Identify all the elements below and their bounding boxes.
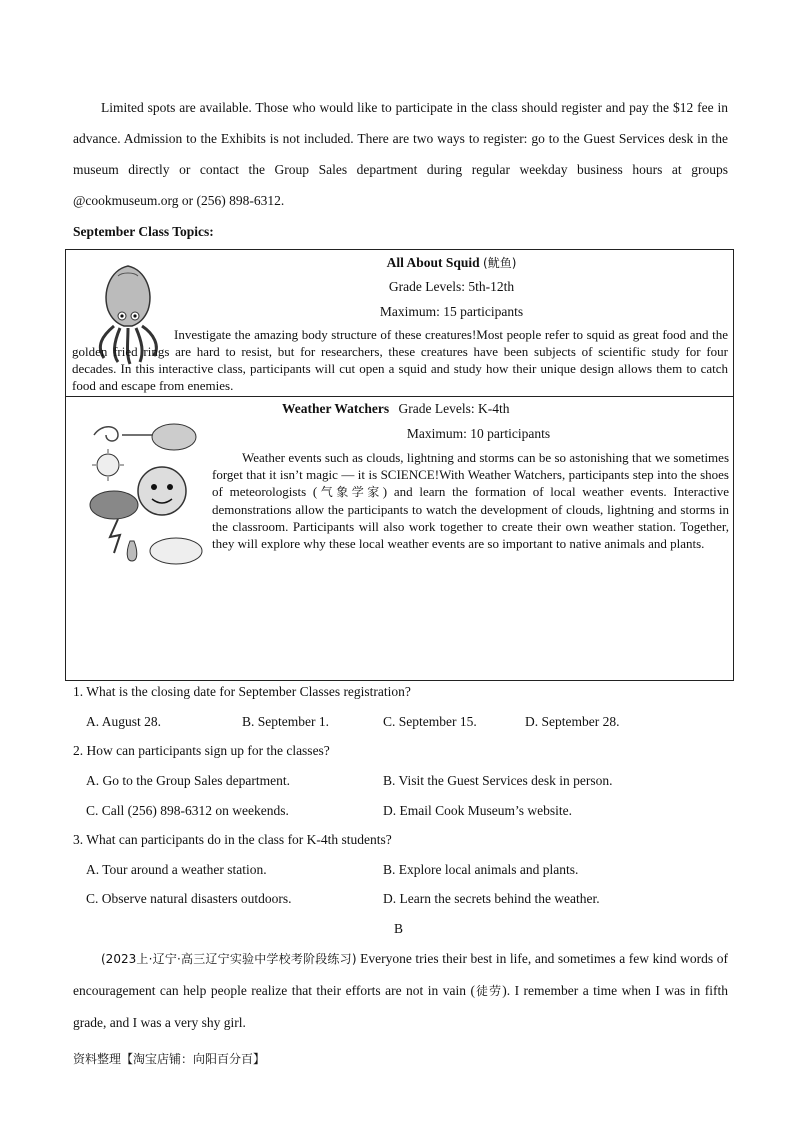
weather-max: Maximum: 10 participants (406, 426, 551, 441)
weather-title-line (282, 401, 509, 417)
squid-description: Investigate the amazing body structure of these creatures!Most people refer to squid as great food and the golden fried rings are hard to resist, but for researchers, these creatures have been subjects of scientific study for four decades. In this interactive class, participants will cut open a squid and study how their unique design allows them to catch food and escape from enemies. (72, 327, 728, 393)
weather-description (212, 449, 729, 552)
intro-paragraph: Limited spots are available. Those who would like to participate in the class should register and pay the $12 fee in advance. Admission to the Exhibits is not included. There are two ways to register: go to the Guest Services desk in the museum directly or contact the Group Sales department during regular weekday business hours at groups @cookmuseum.org or (256) 898-6312. (73, 100, 728, 208)
weather-description-part-1: Weather events such as clouds, lightning and storms can be so astonishing that we sometimes forget that it isn’t magic — it is SCIENCE!With Weather Watchers, participants step into the shoes of meteorologists ( (212, 450, 729, 499)
question-1-option-d[interactable]: D. September 28. (525, 714, 620, 729)
squid-title: All About Squid (386, 255, 480, 270)
passage-b-source: (2023上·辽宁·高三辽宁实验中学校考阶段练习) (101, 952, 357, 966)
question-3-option-a[interactable]: A. Tour around a weather station. (86, 862, 267, 877)
question-2-option-d[interactable]: D. Email Cook Museum’s website. (383, 803, 572, 818)
section-b-heading: B (394, 921, 404, 936)
squid-max: Maximum: 15 participants (379, 304, 524, 319)
squid-title-cn: (鱿鱼) (483, 256, 517, 270)
question-1-option-b[interactable]: B. September 1. (242, 714, 329, 729)
question-3-stem: 3. What can participants do in the class for K-4th students? (73, 832, 392, 847)
weather-class-box (65, 396, 734, 681)
question-1-stem: 1. What is the closing date for September Classes registration? (73, 684, 411, 699)
question-2-option-b[interactable]: B. Visit the Guest Services desk in person. (383, 773, 613, 788)
weather-grade: Grade Levels: K-4th (398, 401, 510, 416)
question-1-option-a[interactable]: A. August 28. (86, 714, 162, 729)
question-2-stem: 2. How can participants sign up for the classes? (73, 743, 330, 758)
passage-b-text-1: Everyone tries their best in life, and sometimes a few kind words of encouragement can help people realize that their efforts are not in vain ( (73, 951, 728, 998)
question-2-option-c[interactable]: C. Call (256) 898-6312 on weekends. (86, 803, 289, 818)
squid-title-line (174, 254, 729, 271)
weather-description-cn: 气象学家 (317, 485, 383, 499)
question-3-option-b[interactable]: B. Explore local animals and plants. (383, 862, 579, 877)
squid-class-box (65, 249, 734, 397)
weather-illustration-icon (88, 419, 208, 569)
passage-b (73, 943, 728, 1038)
question-2-option-a[interactable]: A. Go to the Group Sales department. (86, 773, 290, 788)
question-3-option-d[interactable]: D. Learn the secrets behind the weather. (383, 891, 600, 906)
question-3-option-c[interactable]: C. Observe natural disasters outdoors. (86, 891, 292, 906)
weather-title: Weather Watchers (282, 401, 390, 416)
question-1-option-c[interactable]: C. September 15. (383, 714, 477, 729)
passage-b-text-cn: 徒劳 (474, 984, 503, 998)
passage-b-text-2: ). I remember a time when I was in fifth grade, and I was a very shy girl. (73, 983, 728, 1030)
footer-note: 资料整理【淘宝店铺：向阳百分百】 (73, 1052, 266, 1066)
topics-heading: September Class Topics: (73, 224, 214, 239)
squid-grade: Grade Levels: 5th-12th (388, 279, 515, 294)
weather-description-part-2: ) and learn the formation of local weather events. Interactive demonstrations allow the participants to watch the development of clouds, lightning and storms in the classroom. Participants will also work together to create their own weather station. Together, they will explore why these local weather events are so important to native animals and plants. (212, 484, 729, 551)
